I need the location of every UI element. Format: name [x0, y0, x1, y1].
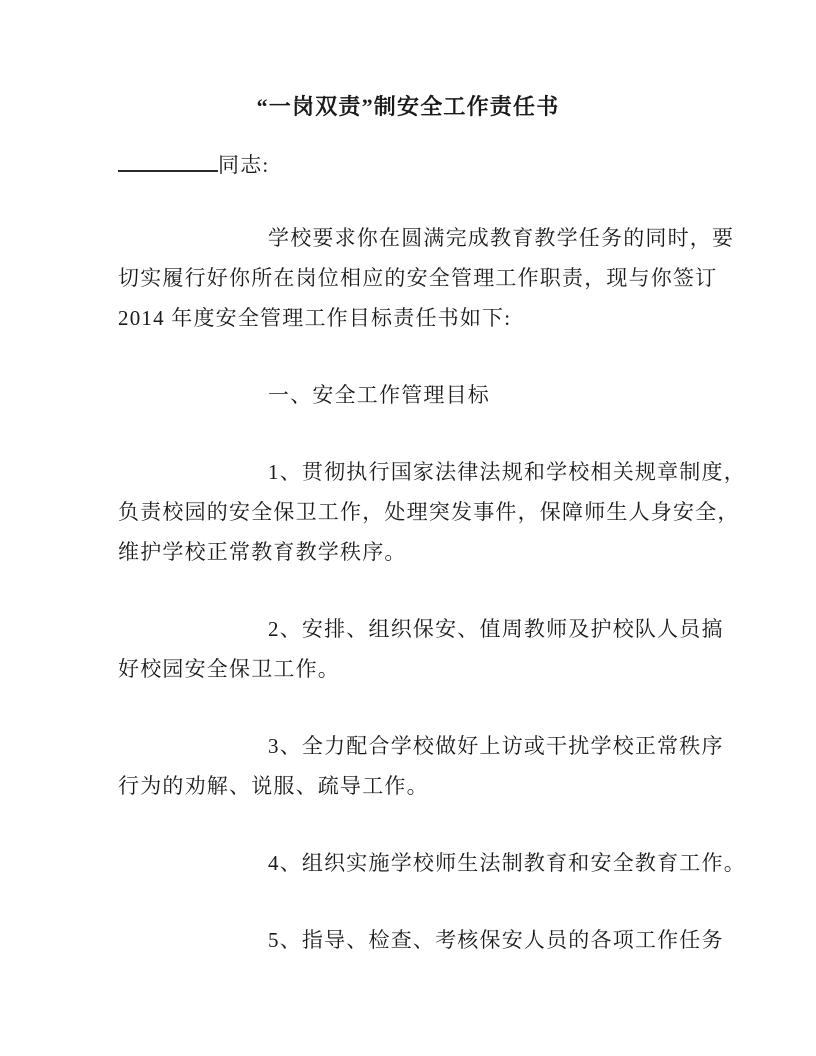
text-line: 切实履行好你所在岗位相应的安全管理工作职责，现与你签订	[118, 266, 718, 290]
text-line: 2、安排、组织保安、值周教师及护校队人员搞	[268, 617, 724, 641]
section-heading-text: 一、安全工作管理目标	[268, 383, 490, 407]
section-heading	[118, 375, 698, 415]
text-line: 2014 年度安全管理工作目标责任书如下:	[118, 306, 512, 330]
text-line: 好校园安全保卫工作。	[118, 657, 340, 681]
salutation-text: 同志:	[218, 153, 270, 177]
item-3-paragraph	[118, 726, 724, 806]
text-line: 4、组织实施学校师生法制教育和安全教育工作。	[268, 851, 746, 875]
text-line: 1、贯彻执行国家法律法规和学校相关规章制度，	[268, 460, 746, 484]
text-line: 维护学校正常教育教学秩序。	[118, 540, 407, 564]
document-title: “一岗双责”制安全工作责任书	[256, 94, 560, 119]
item-1-paragraph	[118, 452, 746, 572]
item-4-paragraph	[118, 843, 746, 883]
intro-paragraph	[118, 218, 735, 338]
item-5-paragraph	[118, 920, 724, 960]
text-line: 3、全力配合学校做好上访或干扰学校正常秩序	[268, 734, 724, 758]
salutation-line	[118, 145, 698, 185]
text-line: 学校要求你在圆满完成教育教学任务的同时，要	[268, 226, 735, 250]
text-line: 5、指导、检查、考核保安人员的各项工作任务	[268, 928, 724, 952]
fill-in-blank-underline[interactable]	[118, 150, 218, 172]
item-2-paragraph	[118, 609, 724, 689]
text-line: 行为的劝解、说服、疏导工作。	[118, 774, 429, 798]
text-line: 负责校园的安全保卫工作，处理突发事件，保障师生人身安全，	[118, 500, 740, 524]
